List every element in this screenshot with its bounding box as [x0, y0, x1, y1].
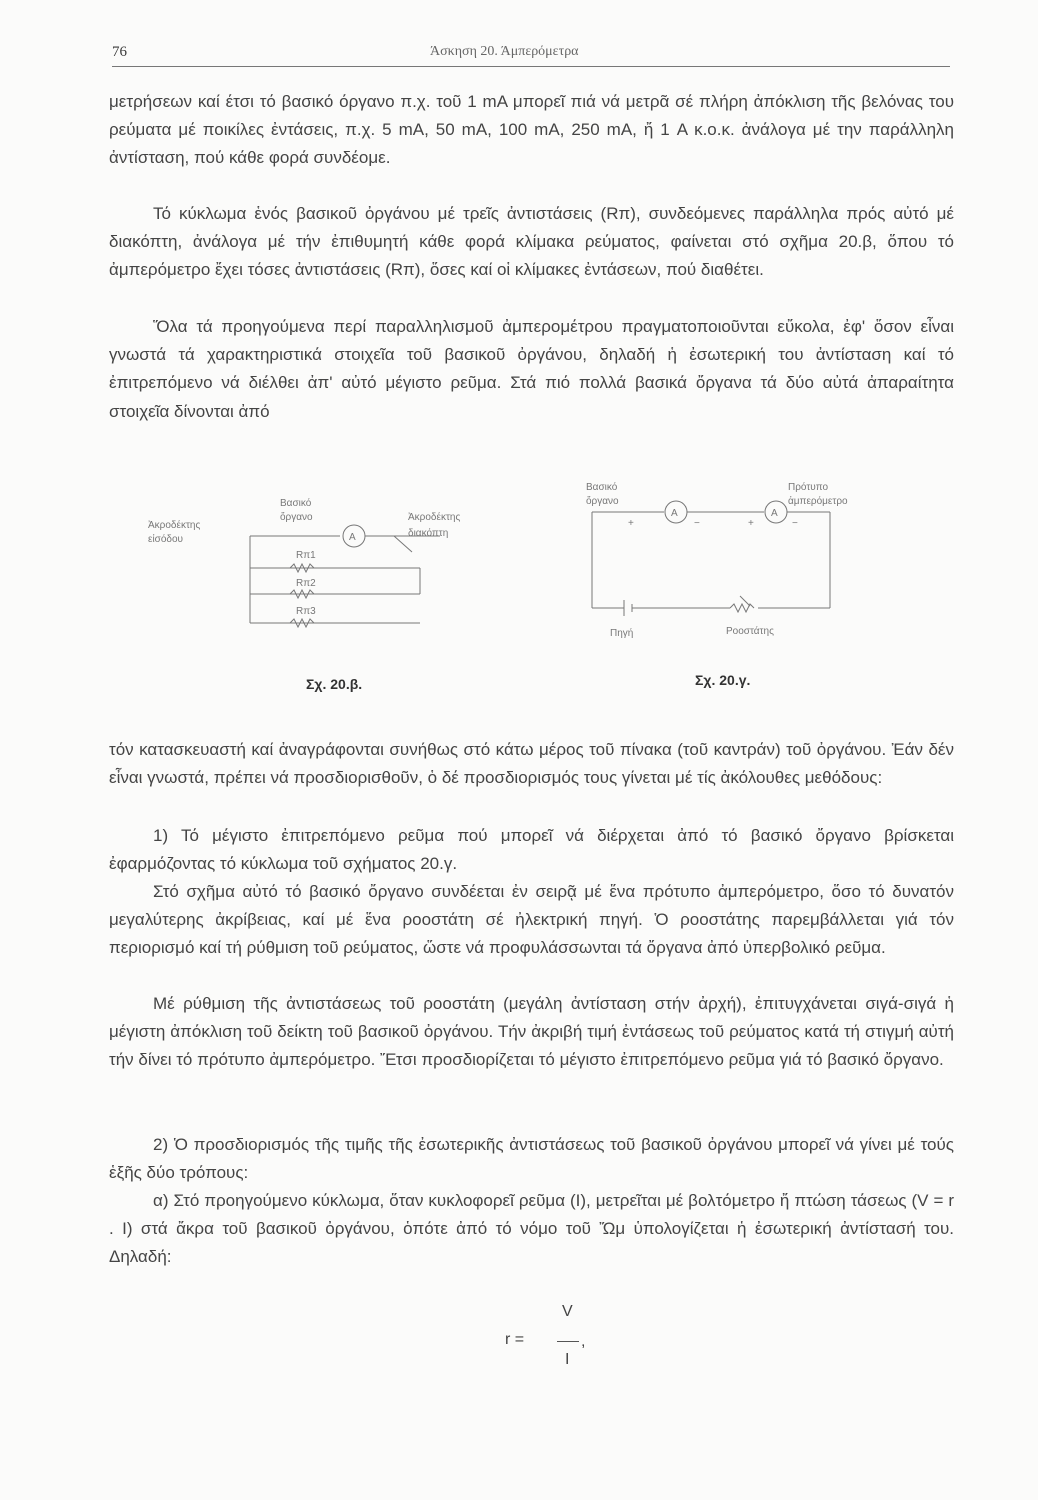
paragraph-1: μετρήσεων καί έτσι τό βασικό όργανο π.χ. τοῦ 1 mA μπορεῖ πιά νά μετρᾶ σέ πλήρη ἀπόκλιση τῆς βελόνας του ρεύματα μέ ποικίλες ἐντάσεις, π.χ. 5 mA, 50 mA, 100 mA, 250 mA, ἤ 1 A κ.ο.κ. ἀνάλογα μέ την παράλληλη ἀντίσταση, πού κάθε φορά συνδέομε.	[109, 92, 954, 168]
fig-b-label-instrument-2: ὄργανο	[280, 512, 313, 523]
fig-c-label-standard-1: Πρότυπο	[788, 482, 829, 493]
fig-b-r2-label: Rπ2	[296, 578, 316, 589]
figure-20b-caption: Σχ. 20.β.	[306, 676, 363, 692]
figure-20c-caption: Σχ. 20.γ.	[695, 672, 751, 688]
fig-b-label-instrument-1: Βασικό	[280, 498, 312, 509]
paragraph-4: τόν κατασκευαστή καί ἀναγράφονται συνήθως στό κάτω μέρος τοῦ πίνακα (τοῦ καντράν) τοῦ ὀργάνου. Ἐάν δέν εἶναι γνωστά, πρέπει νά προσδιορισθοῦν, ὁ δέ προσδιορισμός τους γίνεται μέ τίς ἀκόλουθες μεθόδους:	[109, 740, 954, 788]
page-header	[112, 44, 950, 67]
fig-c-plus-2: +	[748, 518, 754, 529]
paragraph-3: Ὅλα τά προηγούμενα περί παραλληλισμοῦ ἀμπερομέτρου πραγματοποιοῦνται εὔκολα, ἐφ' ὅσον εἶναι γνωστά τά χαρακτηριστικά στοιχεῖα τοῦ βασικοῦ ὀργάνου, δηλαδή ἡ ἐσωτερική του ἀντίσταση καί τό ἐπιτρεπόμενο νά διέλθει ἀπ' αὐτό μέγιστο ρεῦμα. Στά πιό πολλά βασικά ὄργανα τά δύο αὐτά ἀπαραίτητα στοιχεῖα δίνονται ἀπό	[109, 317, 954, 421]
figure-20c-circuit	[580, 478, 880, 648]
fig-b-label-input-2: εἰσόδου	[148, 534, 184, 545]
paragraph-9: α) Στό προηγούμενο κύκλωμα, ὅταν κυκλοφορεῖ ρεῦμα (I), μετρεῖται μέ βολτόμετρο ἤ πτώση τάσεως (V = r . I) στά ἄκρα τοῦ βασικοῦ ὀργάνου, ὁπότε ἀπό τό νόμο τοῦ Ὤμ ὑπολογίζεται ἡ ἐσωτερική ἀντίστασή του. Δηλαδή:	[109, 1191, 954, 1267]
formula-comma: ,	[581, 1333, 586, 1350]
running-title: Άσκηση 20. Άμπερόμετρα	[430, 44, 579, 59]
fig-c-source-label: Πηγή	[610, 628, 634, 639]
fig-b-label-terminal-2: διακόπτη	[408, 528, 449, 539]
fig-c-rheostat	[730, 604, 754, 612]
fig-c-basic-meter-symbol: A	[671, 508, 678, 519]
fig-c-rheostat-label: Ροοστάτης	[726, 626, 774, 637]
fig-c-label-basic-1: Βασικό	[586, 482, 618, 493]
formula-denominator: I	[565, 1351, 570, 1368]
fig-b-label-terminal-1: Ἀκροδέκτης	[408, 512, 461, 523]
fig-c-standard-meter-symbol: A	[771, 508, 778, 519]
paragraph-7: Μέ ρύθμιση τῆς ἀντιστάσεως τοῦ ροοστάτη (μεγάλη ἀντίσταση στήν ἀρχή), ἐπιτυγχάνεται σιγά-σιγά ἡ μέγιστη ἀπόκλιση τοῦ δείκτη τοῦ βασικοῦ ὀργάνου. Τήν ἀκριβή τιμή ἐντάσεως τοῦ ρεύματος κατά τή στιγμή αὐτή τήν δίνει τό πρότυπο ἀμπερόμετρο. Ἔτσι προσδιορίζεται τό μέγιστο ἐπιτρεπόμενο ρεῦμα γιά τό βασικό ὄργανο.	[109, 994, 954, 1070]
fig-b-label-input-1: Ἀκροδέκτης	[148, 520, 201, 531]
fig-c-minus-1: −	[694, 518, 700, 529]
formula-internal-resistance	[505, 1303, 585, 1373]
formula-lhs: r =	[505, 1331, 525, 1348]
paragraph-2: Τό κύκλωμα ἑνός βασικοῦ ὀργάνου μέ τρεῖς ἀντιστάσεις (Rπ), συνδεόμενες παράλληλα πρός αὐτό μέ διακόπτη, ἀνάλογα μέ τήν ἐπιθυμητή κάθε φορά κλίμακα ρεύματος, φαίνεται στό σχῆμα 20.β, ὅπου τό ἀμπερόμετρο ἔχει τόσες ἀντιστάσεις (Rπ), ὅσες καί οἱ κλίμακες ἐντάσεων, πού διαθέτει.	[109, 204, 954, 280]
fig-c-label-basic-2: ὄργανο	[586, 496, 619, 507]
figure-20b-circuit	[140, 490, 480, 640]
page-number: 76	[112, 44, 127, 60]
fig-c-label-standard-2: ἀμπερόμετρο	[788, 496, 848, 507]
paragraph-8: 2) Ὁ προσδιορισμός τῆς τιμῆς τῆς ἐσωτερικῆς ἀντιστάσεως τοῦ βασικοῦ ὀργάνου μπορεῖ νά γίνει μέ τούς ἑξῆς δύο τρόπους:	[109, 1135, 954, 1183]
fig-c-minus-2: −	[792, 518, 798, 529]
paragraph-5: 1) Τό μέγιστο ἐπιτρεπόμενο ρεῦμα πού μπορεῖ νά διέρχεται ἀπό τό βασικό ὄργανο βρίσκεται ἐφαρμόζοντας τό κύκλωμα τοῦ σχήματος 20.γ.	[109, 826, 954, 874]
paragraph-6: Στό σχῆμα αὐτό τό βασικό ὄργανο συνδέεται ἐν σειρᾷ μέ ἕνα πρότυπο ἀμπερόμετρο, ὅσο τό δυνατόν μεγαλύτερης ἀκρίβειας, καί μέ ἕνα ροοστάτη σέ ἠλεκτρική πηγή. Ὁ ροοστάτης παρεμβάλλεται γιά τόν περιορισμό καί τή ρύθμιση τοῦ ρεύματος, ὥστε νά προφυλάσσωνται τά ὄργανα ἀπό ὑπερβολικό ρεῦμα.	[109, 882, 954, 958]
fig-c-plus-1: +	[628, 518, 634, 529]
formula-numerator: V	[562, 1303, 573, 1320]
fig-b-r3-label: Rπ3	[296, 606, 316, 617]
formula-fraction-bar	[557, 1341, 579, 1342]
fig-b-meter-symbol: A	[349, 532, 356, 543]
fig-b-r1-label: Rπ1	[296, 550, 316, 561]
